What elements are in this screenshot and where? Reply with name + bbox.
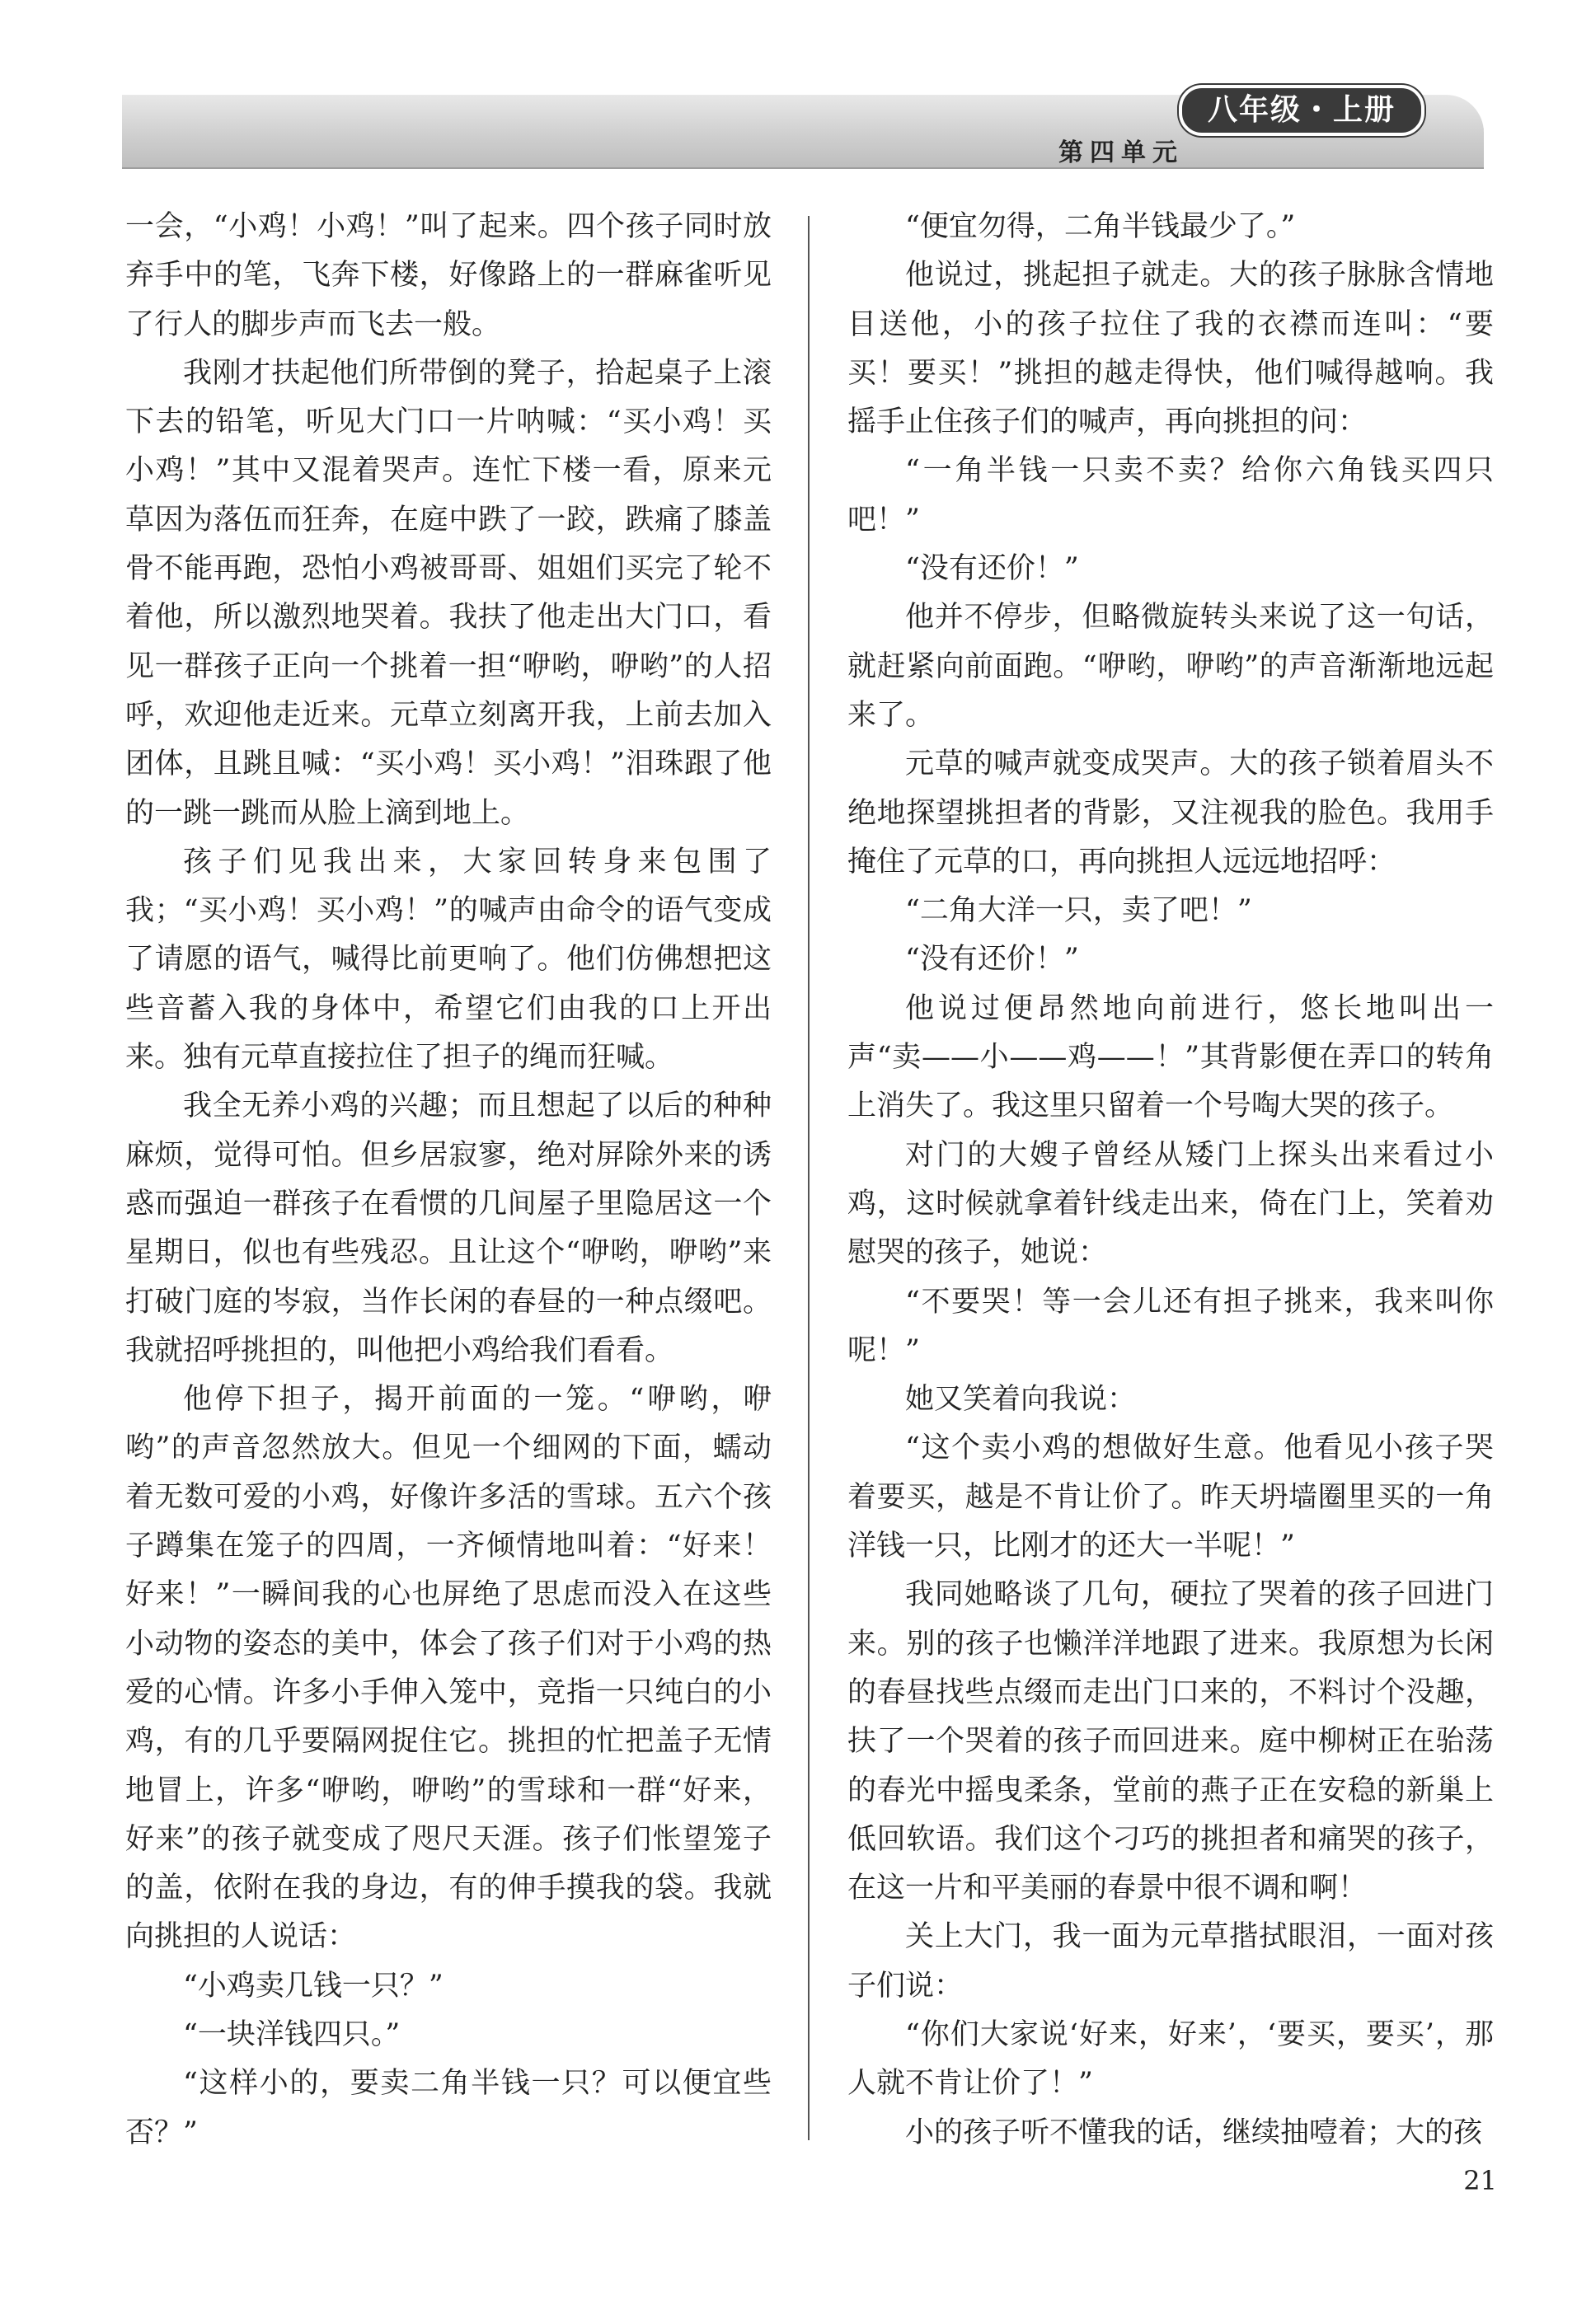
paragraph: 孩子们见我出来，大家回转身来包围了我；“买小鸡！买小鸡！”的喊声由命令的语气变成了请愿的语气，喊得比前更响了。他们仿佛想把这些音蓄入我的身体中，希望它们由我的口上开出来。独有元草直接拉住了担子的绳而狂喊。 — [125, 845, 772, 1075]
paragraph: “没有还价！” — [905, 552, 1079, 586]
column-divider — [808, 216, 810, 2140]
paragraph: 他并不停步，但略微旋转头来说了这一句话，就赶紧向前面跑。“咿哟，咿哟”的声音渐渐地远起来了。 — [847, 601, 1494, 732]
right-text-column — [847, 203, 1494, 2158]
paragraph: “便宜勿得，二角半钱最少了。” — [905, 210, 1296, 243]
grade-label: 八年级・上册 — [1179, 85, 1424, 136]
paragraph: 他停下担子，揭开前面的一笼。“咿哟，咿哟”的声音忽然放大。但见一个细网的下面，蠕动着无数可爱的小鸡，好像许多活的雪球。五六个孩子蹲集在笼子的四周，一齐倾情地叫着：“好来！好来！”一瞬间我的心也屏绝了思虑而没入在这些小动物的姿态的美中，体会了孩子们对于小鸡的热爱的心情。许多小手伸入笼中，竞指一只纯白的小鸡，有的几乎要隔网捉住它。挑担的忙把盖子无情地冒上，许多“咿哟，咿哟”的雪球和一群“好来，好来”的孩子就变成了咫尺天涯。孩子们怅望笼子的盖，依附在我的身边，有的伸手摸我的袋。我就向挑担的人说话： — [125, 1383, 772, 1954]
paragraph: “这样小的，要卖二角半钱一只？可以便宜些否？” — [125, 2067, 772, 2149]
paragraph: 小的孩子听不懂我的话，继续抽噎着；大的孩 — [905, 2115, 1483, 2149]
paragraph: 关上大门，我一面为元草揩拭眼泪，一面对孩子们说： — [847, 1920, 1494, 2003]
paragraph: “小鸡卖几钱一只？” — [183, 1969, 444, 2003]
paragraph: 一会，“小鸡！小鸡！”叫了起来。四个孩子同时放弃手中的笔，飞奔下楼，好像路上的一群麻雀听见了行人的脚步声而飞去一般。 — [125, 210, 772, 341]
paragraph: “你们大家说‘好来，好来’，‘要买，要买’，那人就不肯让价了！” — [847, 2017, 1494, 2101]
paragraph: 元草的喊声就变成哭声。大的孩子锁着眉头不绝地探望挑担者的背影，又注视我的脸色。我用手掩住了元草的口，再向挑担人远远地招呼： — [847, 747, 1494, 879]
paragraph: “没有还价！” — [905, 943, 1079, 977]
page-number: 21 — [1463, 2165, 1497, 2196]
unit-title: 第四单元 — [1058, 138, 1184, 167]
paragraph: “这个卖小鸡的想做好生意。他看见小孩子哭着要买，越是不肯让价了。昨天坍墙圈里买的一角洋钱一只，比刚才的还大一半呢！” — [847, 1431, 1494, 1563]
paragraph: “二角大洋一只，卖了吧！” — [905, 894, 1252, 928]
left-text-column — [125, 203, 772, 2158]
paragraph: “一角半钱一只卖不卖？给你六角钱买四只吧！” — [847, 454, 1494, 536]
paragraph: 她又笑着向我说： — [905, 1383, 1137, 1417]
paragraph: 他说过，挑起担子就走。大的孩子脉脉含情地目送他，小的孩子拉住了我的衣襟而连叫：“要买！要买！”挑担的越走得快，他们喊得越响。我摇手止住孩子们的喊声，再向挑担的问： — [847, 259, 1494, 439]
paragraph: 对门的大嫂子曾经从矮门上探头出来看过小鸡，这时候就拿着针线走出来，倚在门上，笑着劝慰哭的孩子，她说： — [847, 1138, 1494, 1270]
paragraph: “不要哭！等一会儿还有担子挑来，我来叫你呢！” — [847, 1285, 1494, 1367]
paragraph: 我全无养小鸡的兴趣；而且想起了以后的种种麻烦，觉得可怕。但乡居寂寥，绝对屏除外来的诱惑而强迫一群孩子在看惯的几间屋子里隐居这一个星期日，似也有些残忍。且让这个“咿哟，咿哟”来打破门庭的岑寂，当作长闲的春昼的一种点缀吧。我就招呼挑担的，叫他把小鸡给我们看看。 — [125, 1089, 772, 1367]
paragraph: 我刚才扶起他们所带倒的凳子，拾起桌子上滚下去的铅笔，听见大门口一片呐喊：“买小鸡！买小鸡！”其中又混着哭声。连忙下楼一看，原来元草因为落伍而狂奔，在庭中跌了一跤，跌痛了膝盖骨不能再跑，恐怕小鸡被哥哥、姐姐们买完了轮不着他，所以激烈地哭着。我扶了他走出大门口，看见一群孩子正向一个挑着一担“咿哟，咿哟”的人招呼，欢迎他走近来。元草立刻离开我，上前去加入团体，且跳且喊：“买小鸡！买小鸡！”泪珠跟了他的一跳一跳而从脸上滴到地上。 — [125, 356, 772, 830]
paragraph: 他说过便昂然地向前进行，悠长地叫出一声“卖——小——鸡——！”其背影便在弄口的转角上消失了。我这里只留着一个号啕大哭的孩子。 — [847, 991, 1494, 1123]
paragraph: 我同她略谈了几句，硬拉了哭着的孩子回进门来。别的孩子也懒洋洋地跟了进来。我原想为长闲的春昼找些点缀而走出门口来的，不料讨个没趣，扶了一个哭着的孩子而回进来。庭中柳树正在骀荡的春光中摇曳柔条，堂前的燕子正在安稳的新巢上低回软语。我们这个刁巧的挑担者和痛哭的孩子，在这一片和平美丽的春景中很不调和啊！ — [847, 1578, 1494, 1905]
paragraph: “一块洋钱四只。” — [183, 2017, 401, 2051]
